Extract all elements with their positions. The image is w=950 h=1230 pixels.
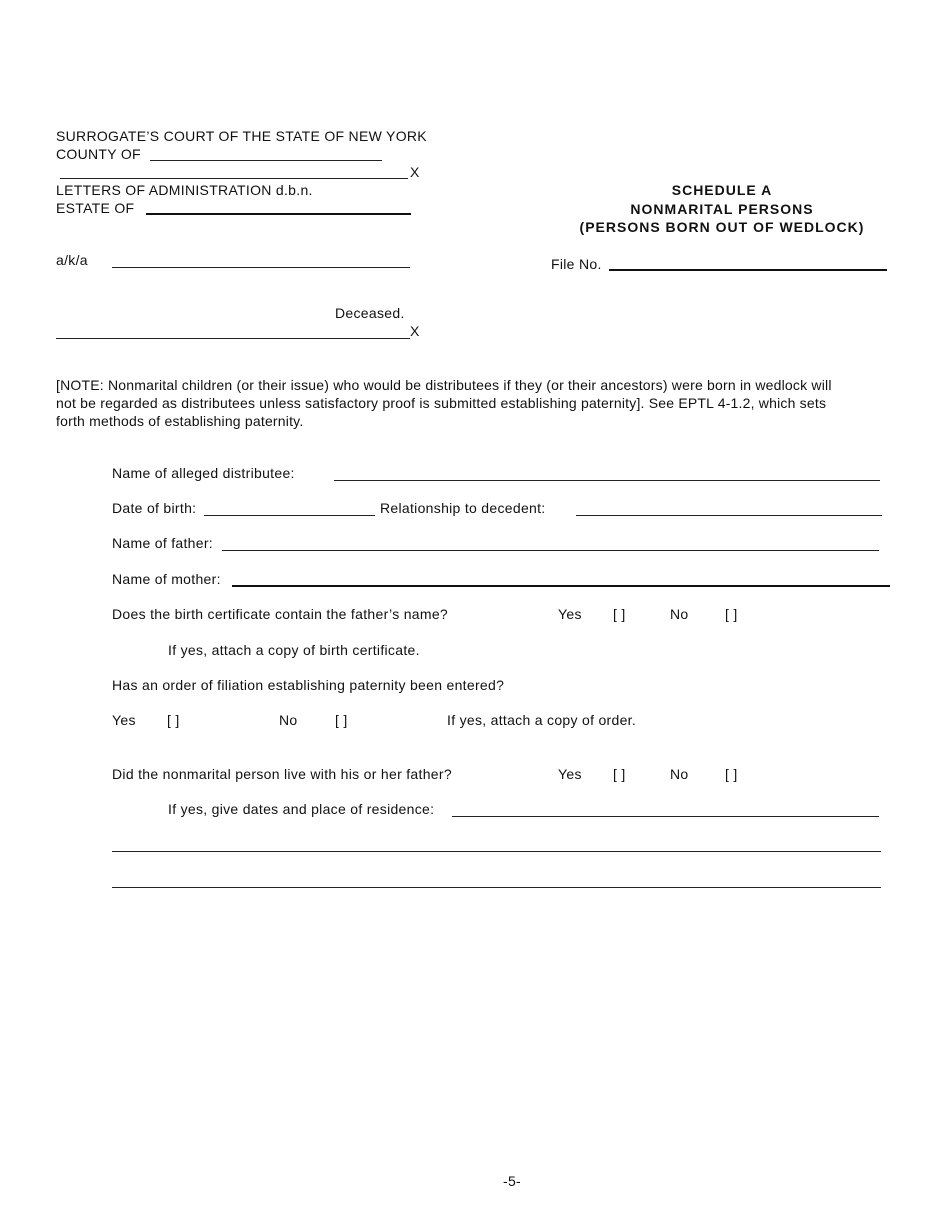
schedule-subtitle: NONMARITAL PERSONS (630, 201, 814, 217)
residence-field-line-2[interactable] (112, 851, 881, 852)
relationship-field[interactable] (576, 515, 882, 516)
note-line: forth methods of establishing paternity. (56, 413, 304, 429)
filiation-yes-label: Yes (112, 712, 136, 728)
mother-name-field[interactable] (232, 585, 890, 587)
alleged-distributee-field[interactable] (334, 480, 880, 481)
aka-field[interactable] (112, 267, 410, 268)
live-with-father-yes-label: Yes (558, 766, 582, 782)
dob-label: Date of birth: (112, 500, 197, 516)
schedule-subtitle-2: (PERSONS BORN OUT OF WEDLOCK) (579, 219, 865, 235)
caption-rule-top (60, 178, 408, 179)
note-line: not be regarded as distributees unless satisfactory proof is submitted establishing paternity]. See EPTL 4-1.2, which sets (56, 395, 827, 411)
filiation-no-checkbox[interactable]: [ ] (335, 712, 348, 728)
filiation-no-label: No (279, 712, 298, 728)
live-with-father-no-label: No (670, 766, 689, 782)
live-with-father-yes-checkbox[interactable]: [ ] (613, 766, 626, 782)
birth-cert-no-checkbox[interactable]: [ ] (725, 606, 738, 622)
mother-label: Name of mother: (112, 571, 221, 587)
birth-cert-yes-label: Yes (558, 606, 582, 622)
filiation-instruction: If yes, attach a copy of order. (447, 712, 637, 728)
father-label: Name of father: (112, 535, 213, 551)
residence-field[interactable] (452, 816, 879, 817)
birth-cert-instruction: If yes, attach a copy of birth certificate. (168, 642, 420, 658)
note-line: [NOTE: Nonmarital children (or their issue) who would be distributees if they (or their ancestors) were born in wedlock will (56, 377, 832, 393)
residence-field-line-3[interactable] (112, 887, 881, 888)
father-name-field[interactable] (222, 550, 879, 551)
estate-name-field[interactable] (146, 213, 411, 215)
note-paragraph (56, 376, 896, 430)
caption-rule-bottom (56, 338, 410, 339)
estate-label: ESTATE OF (56, 200, 135, 216)
dob-field[interactable] (204, 515, 375, 516)
filiation-question: Has an order of filiation establishing paternity been entered? (112, 677, 505, 693)
live-with-father-question: Did the nonmarital person live with his or her father? (112, 766, 452, 782)
birth-cert-question: Does the birth certificate contain the father’s name? (112, 606, 449, 622)
deceased-label: Deceased. (335, 305, 405, 321)
caption-mark-bottom: X (410, 323, 420, 339)
live-with-father-no-checkbox[interactable]: [ ] (725, 766, 738, 782)
relationship-label: Relationship to decedent: (380, 500, 546, 516)
court-name: SURROGATE’S COURT OF THE STATE OF NEW YORK (56, 128, 427, 144)
residence-label: If yes, give dates and place of residence: (168, 801, 435, 817)
proceeding-type: LETTERS OF ADMINISTRATION d.b.n. (56, 182, 313, 198)
page-number: -5- (503, 1173, 522, 1189)
schedule-title: SCHEDULE A (671, 182, 773, 198)
county-field[interactable] (150, 160, 382, 161)
file-no-field[interactable] (609, 269, 887, 271)
birth-cert-no-label: No (670, 606, 689, 622)
file-no-label: File No. (551, 256, 602, 272)
alleged-distributee-label: Name of alleged distributee: (112, 465, 295, 481)
county-label: COUNTY OF (56, 146, 141, 162)
birth-cert-yes-checkbox[interactable]: [ ] (613, 606, 626, 622)
caption-mark-top: X (410, 164, 420, 180)
aka-label: a/k/a (56, 252, 88, 268)
filiation-yes-checkbox[interactable]: [ ] (167, 712, 180, 728)
